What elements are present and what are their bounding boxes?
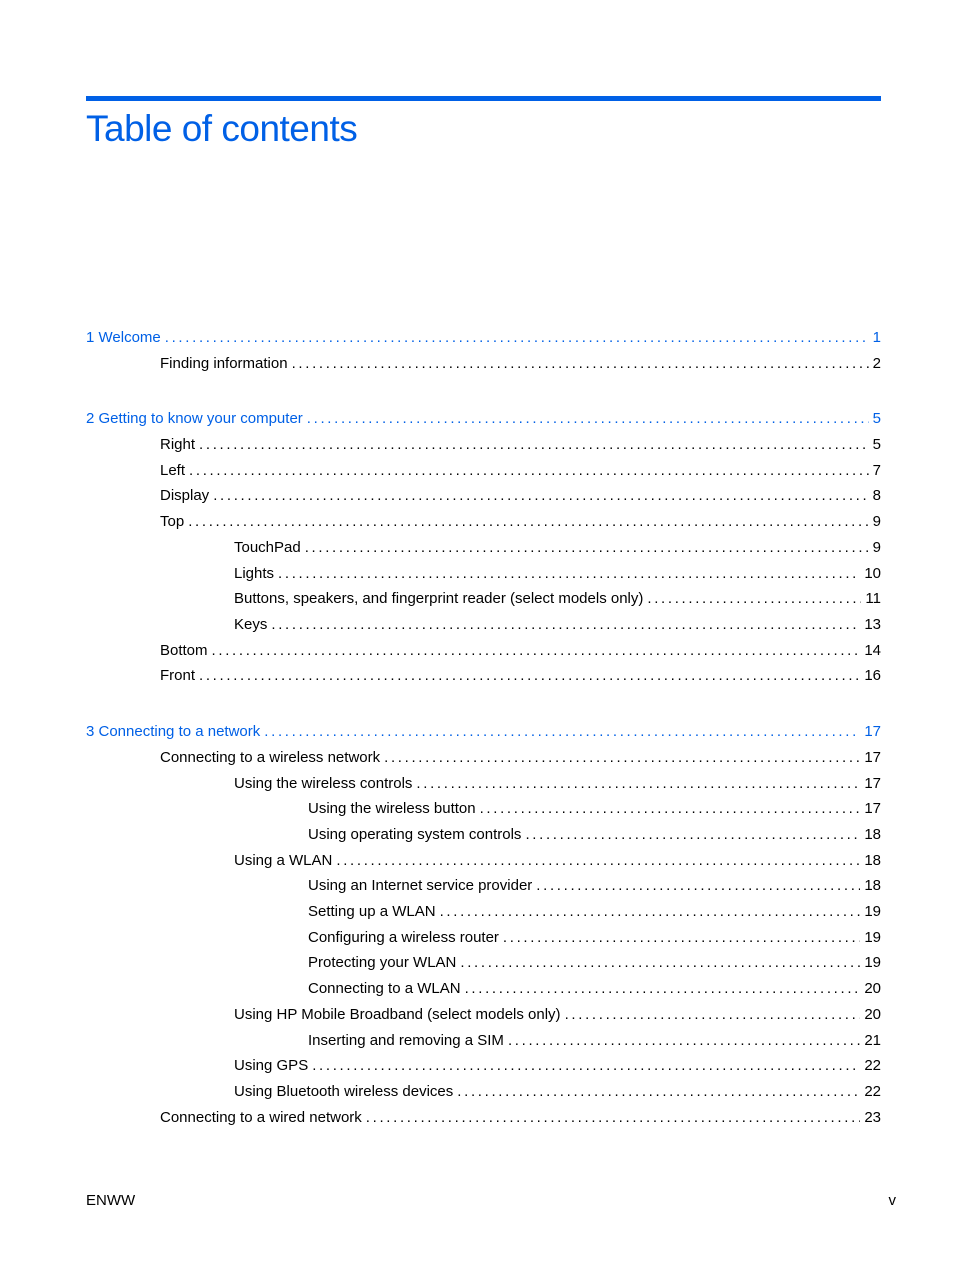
toc-entry-page: 17 — [864, 749, 881, 766]
dot-leader — [307, 409, 869, 429]
toc-entry[interactable] — [160, 486, 881, 506]
toc-entry-label: Top — [160, 513, 185, 530]
dot-leader — [165, 328, 869, 348]
dot-leader — [188, 512, 868, 532]
toc-entry-page: 7 — [872, 462, 881, 479]
toc-entry[interactable] — [308, 1031, 881, 1051]
toc-entry-page: 5 — [872, 410, 881, 427]
footer-label: ENWW — [86, 1192, 136, 1209]
toc-entry-label: 1 Welcome — [86, 329, 161, 346]
dot-leader — [213, 486, 868, 506]
toc-chapter[interactable] — [86, 409, 881, 429]
dot-leader — [384, 748, 860, 768]
toc-entry-label: Buttons, speakers, and fingerprint reader (select models only) — [234, 590, 644, 607]
toc-entry-label: Using operating system controls — [308, 826, 522, 843]
toc-entry[interactable] — [160, 641, 881, 661]
toc-entry-label: Using Bluetooth wireless devices — [234, 1083, 454, 1100]
toc-entry[interactable] — [234, 851, 881, 871]
toc-entry-label: Using HP Mobile Broadband (select models only) — [234, 1006, 561, 1023]
toc-entry-page: 14 — [864, 642, 881, 659]
toc-entry[interactable] — [160, 354, 881, 374]
page-title: Table of contents — [86, 108, 358, 149]
toc-entry-page: 8 — [872, 487, 881, 504]
toc-entry-label: Using the wireless controls — [234, 775, 413, 792]
toc-entry[interactable] — [234, 538, 881, 558]
toc-entry-label: Bottom — [160, 642, 208, 659]
dot-leader — [292, 354, 869, 374]
toc-entry-label: Using a WLAN — [234, 852, 333, 869]
dot-leader — [480, 799, 861, 819]
toc-entry-page: 23 — [864, 1109, 881, 1126]
toc-entry-label: Connecting to a wired network — [160, 1109, 362, 1126]
toc-entry-page: 17 — [864, 800, 881, 817]
toc-entry[interactable] — [234, 564, 881, 584]
toc-entry-page: 18 — [864, 826, 881, 843]
page-number: v — [888, 1192, 896, 1209]
toc-entry[interactable] — [308, 876, 881, 896]
toc-entry-page: 18 — [864, 852, 881, 869]
toc-entry[interactable] — [308, 825, 881, 845]
toc-entry-label: Finding information — [160, 355, 288, 372]
dot-leader — [457, 1082, 860, 1102]
toc-entry[interactable] — [160, 666, 881, 686]
toc-entry-page: 17 — [864, 723, 881, 740]
toc-entry-label: Inserting and removing a SIM — [308, 1032, 504, 1049]
toc-entry-page: 13 — [864, 616, 881, 633]
toc-entry-page: 20 — [864, 980, 881, 997]
toc-entry-page: 19 — [864, 903, 881, 920]
dot-leader — [278, 564, 860, 584]
toc-entry-page: 22 — [864, 1057, 881, 1074]
toc-entry-label: Protecting your WLAN — [308, 954, 457, 971]
dot-leader — [199, 435, 869, 455]
toc-entry-label: Using an Internet service provider — [308, 877, 533, 894]
dot-leader — [508, 1031, 860, 1051]
toc-entry-label: Lights — [234, 565, 275, 582]
toc-entry-label: Front — [160, 667, 196, 684]
dot-leader — [536, 876, 860, 896]
toc-entry-page: 19 — [864, 954, 881, 971]
toc-entry[interactable] — [234, 774, 881, 794]
toc-entry-page: 22 — [864, 1083, 881, 1100]
toc-chapter[interactable] — [86, 722, 881, 742]
dot-leader — [465, 979, 861, 999]
toc-entry-label: Connecting to a WLAN — [308, 980, 461, 997]
toc-chapter[interactable] — [86, 328, 881, 348]
dot-leader — [189, 461, 869, 481]
toc-entry[interactable] — [308, 928, 881, 948]
toc-entry[interactable] — [234, 589, 881, 609]
toc-entry-page: 9 — [872, 539, 881, 556]
toc-entry-label: Connecting to a wireless network — [160, 749, 381, 766]
toc-entry[interactable] — [308, 979, 881, 999]
toc-entry-page: 5 — [872, 436, 881, 453]
toc-entry[interactable] — [234, 1082, 881, 1102]
dot-leader — [305, 538, 869, 558]
toc-entry-page: 19 — [864, 929, 881, 946]
toc-entry[interactable] — [160, 1108, 881, 1128]
toc-entry-page: 20 — [864, 1006, 881, 1023]
dot-leader — [366, 1108, 861, 1128]
toc-entry-label: Keys — [234, 616, 268, 633]
toc-entry[interactable] — [160, 461, 881, 481]
toc-entry-page: 17 — [864, 775, 881, 792]
toc-entry-page: 21 — [864, 1032, 881, 1049]
dot-leader — [199, 666, 860, 686]
toc-entry-label: Setting up a WLAN — [308, 903, 436, 920]
dot-leader — [460, 953, 860, 973]
toc-entry-page: 16 — [864, 667, 881, 684]
dot-leader — [312, 1056, 860, 1076]
toc-entry[interactable] — [234, 615, 881, 635]
dot-leader — [264, 722, 860, 742]
toc-entry[interactable] — [308, 953, 881, 973]
toc-entry[interactable] — [160, 435, 881, 455]
toc-entry[interactable] — [234, 1005, 881, 1025]
toc-entry-label: Right — [160, 436, 196, 453]
toc-entry-label: Display — [160, 487, 210, 504]
dot-leader — [336, 851, 860, 871]
toc-entry[interactable] — [308, 799, 881, 819]
toc-entry-page: 11 — [865, 590, 881, 607]
toc-entry-label: Left — [160, 462, 186, 479]
toc-entry[interactable] — [160, 748, 881, 768]
toc-entry-page: 18 — [864, 877, 881, 894]
toc-entry-page: 2 — [872, 355, 881, 372]
dot-leader — [503, 928, 860, 948]
dot-leader — [271, 615, 860, 635]
toc-entry-label: Using the wireless button — [308, 800, 476, 817]
toc-entry-page: 9 — [872, 513, 881, 530]
toc-entry-label: 2 Getting to know your computer — [86, 410, 303, 427]
dot-leader — [212, 641, 861, 661]
toc-entry-label: 3 Connecting to a network — [86, 723, 261, 740]
dot-leader — [440, 902, 861, 922]
dot-leader — [565, 1005, 861, 1025]
dot-leader — [525, 825, 860, 845]
toc-entry-page: 1 — [872, 329, 881, 346]
toc-entry-label: TouchPad — [234, 539, 301, 556]
toc-entry[interactable] — [234, 1056, 881, 1076]
toc-entry[interactable] — [308, 902, 881, 922]
toc-entry-label: Configuring a wireless router — [308, 929, 499, 946]
toc-entry-label: Using GPS — [234, 1057, 309, 1074]
dot-leader — [647, 589, 861, 609]
toc-entry-page: 10 — [864, 565, 881, 582]
toc-entry[interactable] — [160, 512, 881, 532]
dot-leader — [416, 774, 860, 794]
